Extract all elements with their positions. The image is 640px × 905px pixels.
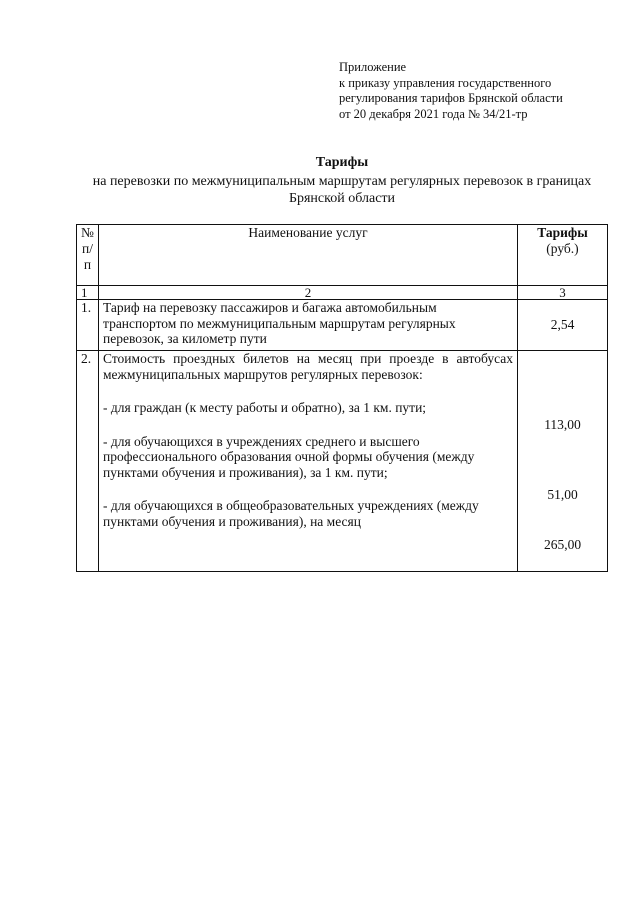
header-service: Наименование услуг — [99, 225, 518, 286]
tariff-value: 113,00 — [544, 417, 581, 432]
header-tariff-title: Тарифы — [537, 225, 588, 240]
service-name: Тариф на перевозку пассажиров и багажа автомобильным транспортом по межмуниципальным маршрутам регулярных перевозок, за километр пути — [99, 300, 518, 351]
table-row — [77, 300, 608, 351]
row-number: 1. — [77, 300, 99, 351]
column-index: 1 — [77, 286, 99, 300]
tariff-value: 265,00 — [543, 537, 582, 552]
header-tariff — [518, 225, 608, 286]
sub-item-text: - для обучающихся в учреждениях среднего и высшего профессионального образования очной формы обучения (между пунктами обучения и проживания), за 1 км. пути; — [103, 433, 475, 480]
header-number-abbr: п/п — [82, 241, 93, 272]
tariffs-table — [76, 224, 608, 572]
appendix-line: Приложение — [339, 60, 407, 74]
sub-item-text: - для обучающихся в общеобразовательных учреждениях (между пунктами обучения и проживания), на месяц — [103, 498, 479, 529]
sub-item-text: - для граждан (к месту работы и обратно), за 1 км. пути; — [103, 400, 427, 415]
service-cell — [99, 351, 518, 572]
header-number — [77, 225, 99, 286]
tariff-cell — [518, 351, 608, 572]
tariff-value: 51,00 — [547, 487, 578, 502]
document-title: Тарифы — [315, 155, 369, 170]
table-index-row — [77, 286, 608, 300]
header-tariff-unit: (руб.) — [546, 241, 579, 256]
table-header-row — [77, 225, 608, 286]
service-name: Стоимость проездных билетов на месяц при проезде в автобусах межмуниципальных маршрутов регулярных перевозок: — [103, 351, 513, 382]
appendix-line: регулирования тарифов Брянской области — [339, 91, 563, 105]
appendix-line: от 20 декабря 2021 года № 34/21-тр — [339, 106, 528, 121]
column-index: 2 — [99, 286, 518, 300]
appendix-block — [339, 60, 629, 122]
appendix-line: к приказу управления государственного — [339, 75, 552, 90]
row-number: 2. — [77, 351, 99, 572]
tariff-value: 2,54 — [518, 300, 608, 351]
column-index: 3 — [518, 286, 608, 300]
header-number-symbol: № — [81, 225, 94, 240]
table-row — [77, 351, 608, 572]
document-subtitle: на перевозки по межмуниципальным маршрутам регулярных перевозок в границах Брянской области — [92, 174, 592, 206]
